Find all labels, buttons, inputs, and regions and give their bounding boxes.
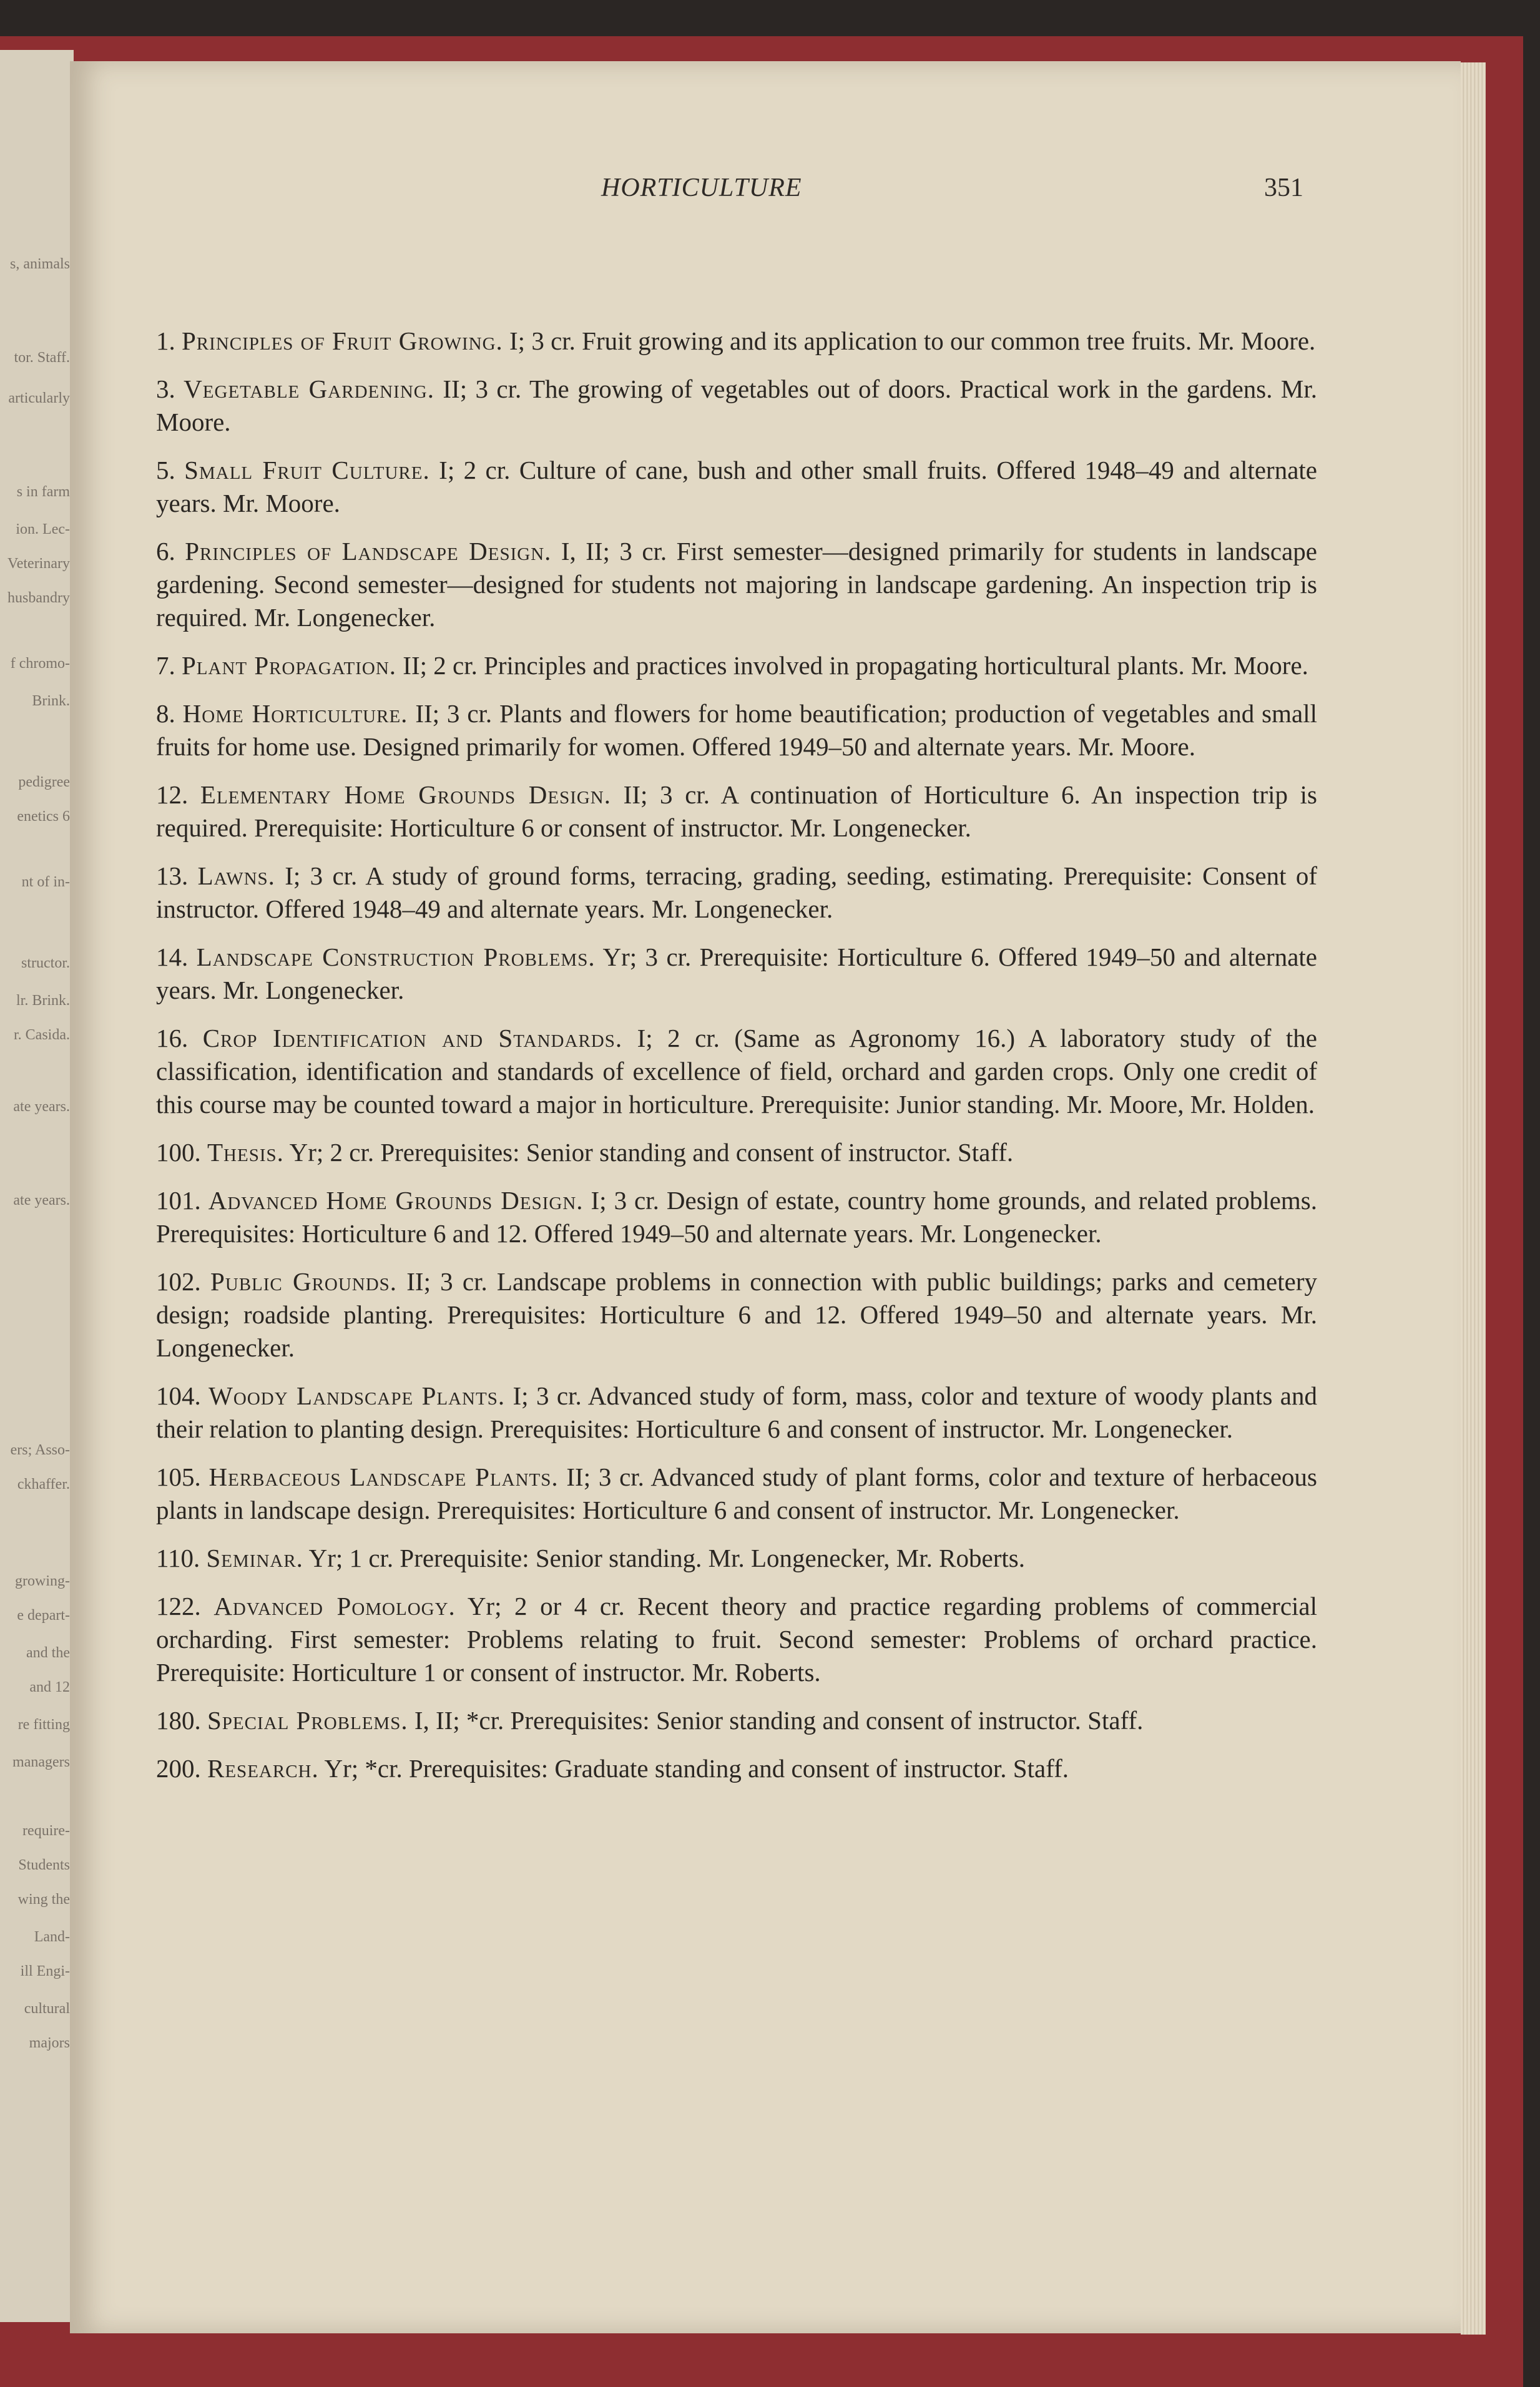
course-description: II; 3 cr. Landscape problems in connection with public buildings; parks and cemetery design; roadside planting. Prerequisites: Horticulture 6 and 12. Offered 1949–50 and alternate years. Mr. Longenecker. xyxy=(156,1267,1317,1362)
facing-page-fragment: Brink. xyxy=(32,693,70,709)
course-title: Home Horticulture. xyxy=(182,699,408,728)
course-description: I; 2 cr. (Same as Agronomy 16.) A laboratory study of the classification, identification and standards of excellence of field, orchard and garden crops. Only one credit of this course may be counted toward a major in horticulture. Prerequisite: Junior standing. Mr. Moore, Mr. Holden. xyxy=(156,1024,1318,1119)
course-entry xyxy=(156,325,1317,358)
course-title: Woody Landscape Plants. xyxy=(208,1381,506,1410)
course-number: 14. xyxy=(156,943,189,971)
course-title: Plant Propagation. xyxy=(182,651,397,680)
course-title: Herbaceous Landscape Plants. xyxy=(208,1463,559,1491)
course-number: 7. xyxy=(156,651,175,680)
facing-page-fragment: pedigree xyxy=(18,774,70,790)
page-edges xyxy=(1461,62,1486,2335)
facing-page-fragment: Land- xyxy=(34,1929,70,1945)
course-title: Small Fruit Culture. xyxy=(184,456,430,484)
course-number: 100. xyxy=(156,1138,201,1167)
course-number: 6. xyxy=(156,537,175,566)
course-title: Landscape Construction Problems. xyxy=(196,943,596,971)
facing-page-fragment: and the xyxy=(26,1645,70,1661)
course-description: I; 3 cr. A study of ground forms, terracing, grading, seeding, estimating. Prerequisite: Consent of instructor. Offered 1948–49 and alternate years. Mr. Longenecker. xyxy=(156,861,1318,923)
facing-page-fragment: ate years. xyxy=(13,1192,70,1208)
course-description: II; 2 cr. Principles and practices involved in propagating horticultural plants. Mr. Moore. xyxy=(396,651,1308,680)
course-description: I, II; 3 cr. First semester—designed primarily for students in landscape gardening. Second semester—designed for students not majoring in landscape gardening. An inspection trip is required. Mr. Longenecker. xyxy=(156,537,1317,632)
facing-page-fragment: s in farm xyxy=(16,484,70,500)
course-entry xyxy=(156,649,1317,682)
facing-page-fragment: f chromo- xyxy=(10,655,70,672)
course-number: 1. xyxy=(156,326,175,355)
course-description: I; 3 cr. Design of estate, country home grounds, and related problems. Prerequisites: Horticulture 6 and 12. Offered 1949–50 and alternate years. Mr. Longenecker. xyxy=(156,1186,1317,1248)
page-number: 351 xyxy=(1264,174,1303,202)
course-description: Yr; 3 cr. Prerequisite: Horticulture 6. Offered 1949–50 and alternate years. Mr. Longenecker. xyxy=(156,943,1318,1004)
course-title: Public Grounds. xyxy=(210,1267,398,1296)
facing-page-fragment: require- xyxy=(22,1823,70,1839)
course-entry xyxy=(156,454,1317,520)
course-description: Yr; 2 cr. Prerequisites: Senior standing and consent of instructor. Staff. xyxy=(283,1138,1014,1167)
facing-page-fragment: cultural xyxy=(24,2001,70,2017)
facing-page-fragment: enetics 6 xyxy=(17,808,70,825)
course-entry xyxy=(156,860,1317,926)
facing-page-fragment: ate years. xyxy=(13,1099,70,1115)
course-title: Research. xyxy=(207,1754,319,1783)
facing-page-fragment: articularly xyxy=(8,390,70,406)
facing-page-fragment: s, animals xyxy=(10,256,70,272)
facing-page-fragment: e depart- xyxy=(17,1607,70,1624)
course-entry xyxy=(156,1265,1317,1365)
course-entry xyxy=(156,1542,1317,1575)
course-description: Yr; 2 or 4 cr. Recent theory and practice regarding problems of commercial orcharding. First semester: Problems relating to fruit. Second semester: Problems of orchard practice. Prerequisite: Horticulture 1 or consent of instructor. Mr. Roberts. xyxy=(156,1592,1317,1687)
course-description: I; 2 cr. Culture of cane, bush and other small fruits. Offered 1948–49 and alternate years. Mr. Moore. xyxy=(156,456,1317,517)
course-description: I; 3 cr. Advanced study of form, mass, color and texture of woody plants and their relation to planting design. Prerequisites: Horticulture 6 and consent of instructor. Mr. Longenecker. xyxy=(156,1381,1318,1443)
course-title: Crop Identification and Standards. xyxy=(202,1024,623,1052)
course-entry xyxy=(156,1461,1317,1527)
course-entry xyxy=(156,535,1317,634)
facing-page xyxy=(0,50,74,2322)
facing-page-fragment: managers xyxy=(12,1754,70,1770)
course-description: II; 3 cr. A continuation of Horticulture 6. An inspection trip is required. Prerequisite: Horticulture 6 or consent of instructor. Mr. Longenecker. xyxy=(156,780,1318,842)
course-title: Thesis. xyxy=(207,1138,284,1167)
facing-page-fragment: re fitting xyxy=(17,1717,70,1733)
running-head: HORTICULTURE xyxy=(601,174,802,202)
course-number: 101. xyxy=(156,1186,201,1215)
course-description: II; 3 cr. Advanced study of plant forms, color and texture of herbaceous plants in landscape design. Prerequisites: Horticulture 6 and consent of instructor. Mr. Longenecker. xyxy=(156,1463,1317,1524)
course-number: 5. xyxy=(156,456,175,484)
course-entry xyxy=(156,1136,1317,1169)
facing-page-fragment: and 12 xyxy=(29,1679,70,1695)
course-entry xyxy=(156,1022,1317,1121)
course-title: Principles of Landscape Design. xyxy=(185,537,552,566)
course-description: Yr; *cr. Prerequisites: Graduate standing and consent of instructor. Staff. xyxy=(318,1754,1069,1783)
course-number: 8. xyxy=(156,699,175,728)
facing-page-fragment: majors xyxy=(29,2035,70,2051)
course-title: Principles of Fruit Growing. xyxy=(182,326,503,355)
course-description: I; 3 cr. Fruit growing and its application to our common tree fruits. Mr. Moore. xyxy=(503,326,1316,355)
course-entry xyxy=(156,941,1317,1007)
facing-page-fragment: nt of in- xyxy=(21,874,70,890)
course-entry xyxy=(156,373,1317,439)
facing-page-fragment: ckhaffer. xyxy=(17,1476,70,1492)
course-title: Vegetable Gardening. xyxy=(184,375,434,403)
course-number: 12. xyxy=(156,780,189,809)
course-title: Special Problems. xyxy=(207,1706,408,1735)
facing-page-fragment: husbandry xyxy=(7,590,70,606)
course-description: II; 3 cr. Plants and flowers for home beautification; production of vegetables and small fruits for home use. Designed primarily for women. Offered 1949–50 and alternate years. Mr. Moore. xyxy=(156,699,1317,761)
course-number: 104. xyxy=(156,1381,201,1410)
course-number: 13. xyxy=(156,861,189,890)
course-number: 3. xyxy=(156,375,175,403)
facing-page-fragment: ill Engi- xyxy=(20,1963,70,1979)
course-number: 110. xyxy=(156,1544,200,1572)
facing-page-fragment: tor. Staff. xyxy=(14,350,70,366)
course-number: 122. xyxy=(156,1592,201,1620)
course-list xyxy=(156,325,1317,1800)
course-title: Elementary Home Grounds Design. xyxy=(200,780,612,809)
facing-page-fragment: Students xyxy=(18,1857,70,1873)
course-entry xyxy=(156,1704,1317,1737)
course-entry xyxy=(156,1184,1317,1250)
course-entry xyxy=(156,697,1317,763)
course-entry xyxy=(156,1380,1317,1446)
course-entry xyxy=(156,1590,1317,1689)
course-entry xyxy=(156,1752,1317,1785)
course-title: Advanced Home Grounds Design. xyxy=(208,1186,584,1215)
facing-page-fragment: ers; Asso- xyxy=(10,1442,70,1458)
course-description: Yr; 1 cr. Prerequisite: Senior standing. Mr. Longenecker, Mr. Roberts. xyxy=(303,1544,1025,1572)
course-number: 102. xyxy=(156,1267,201,1296)
course-description: I, II; *cr. Prerequisites: Senior standing and consent of instructor. Staff. xyxy=(408,1706,1144,1735)
course-number: 200. xyxy=(156,1754,201,1783)
facing-page-fragment: Veterinary xyxy=(7,556,70,572)
facing-page-fragment: ion. Lec- xyxy=(16,521,70,537)
course-number: 180. xyxy=(156,1706,201,1735)
course-number: 105. xyxy=(156,1463,201,1491)
course-entry xyxy=(156,778,1317,845)
course-description: II; 3 cr. The growing of vegetables out of doors. Practical work in the gardens. Mr. Moore. xyxy=(156,375,1317,436)
facing-page-fragment: wing the xyxy=(17,1891,70,1908)
facing-page-fragment: structor. xyxy=(21,955,70,971)
facing-page-fragment: lr. Brink. xyxy=(16,993,70,1009)
course-title: Advanced Pomology. xyxy=(213,1592,456,1620)
course-number: 16. xyxy=(156,1024,189,1052)
facing-page-fragment: growing- xyxy=(15,1573,70,1589)
course-title: Seminar. xyxy=(206,1544,303,1572)
facing-page-fragment: r. Casida. xyxy=(14,1027,70,1043)
course-title: Lawns. xyxy=(197,861,275,890)
